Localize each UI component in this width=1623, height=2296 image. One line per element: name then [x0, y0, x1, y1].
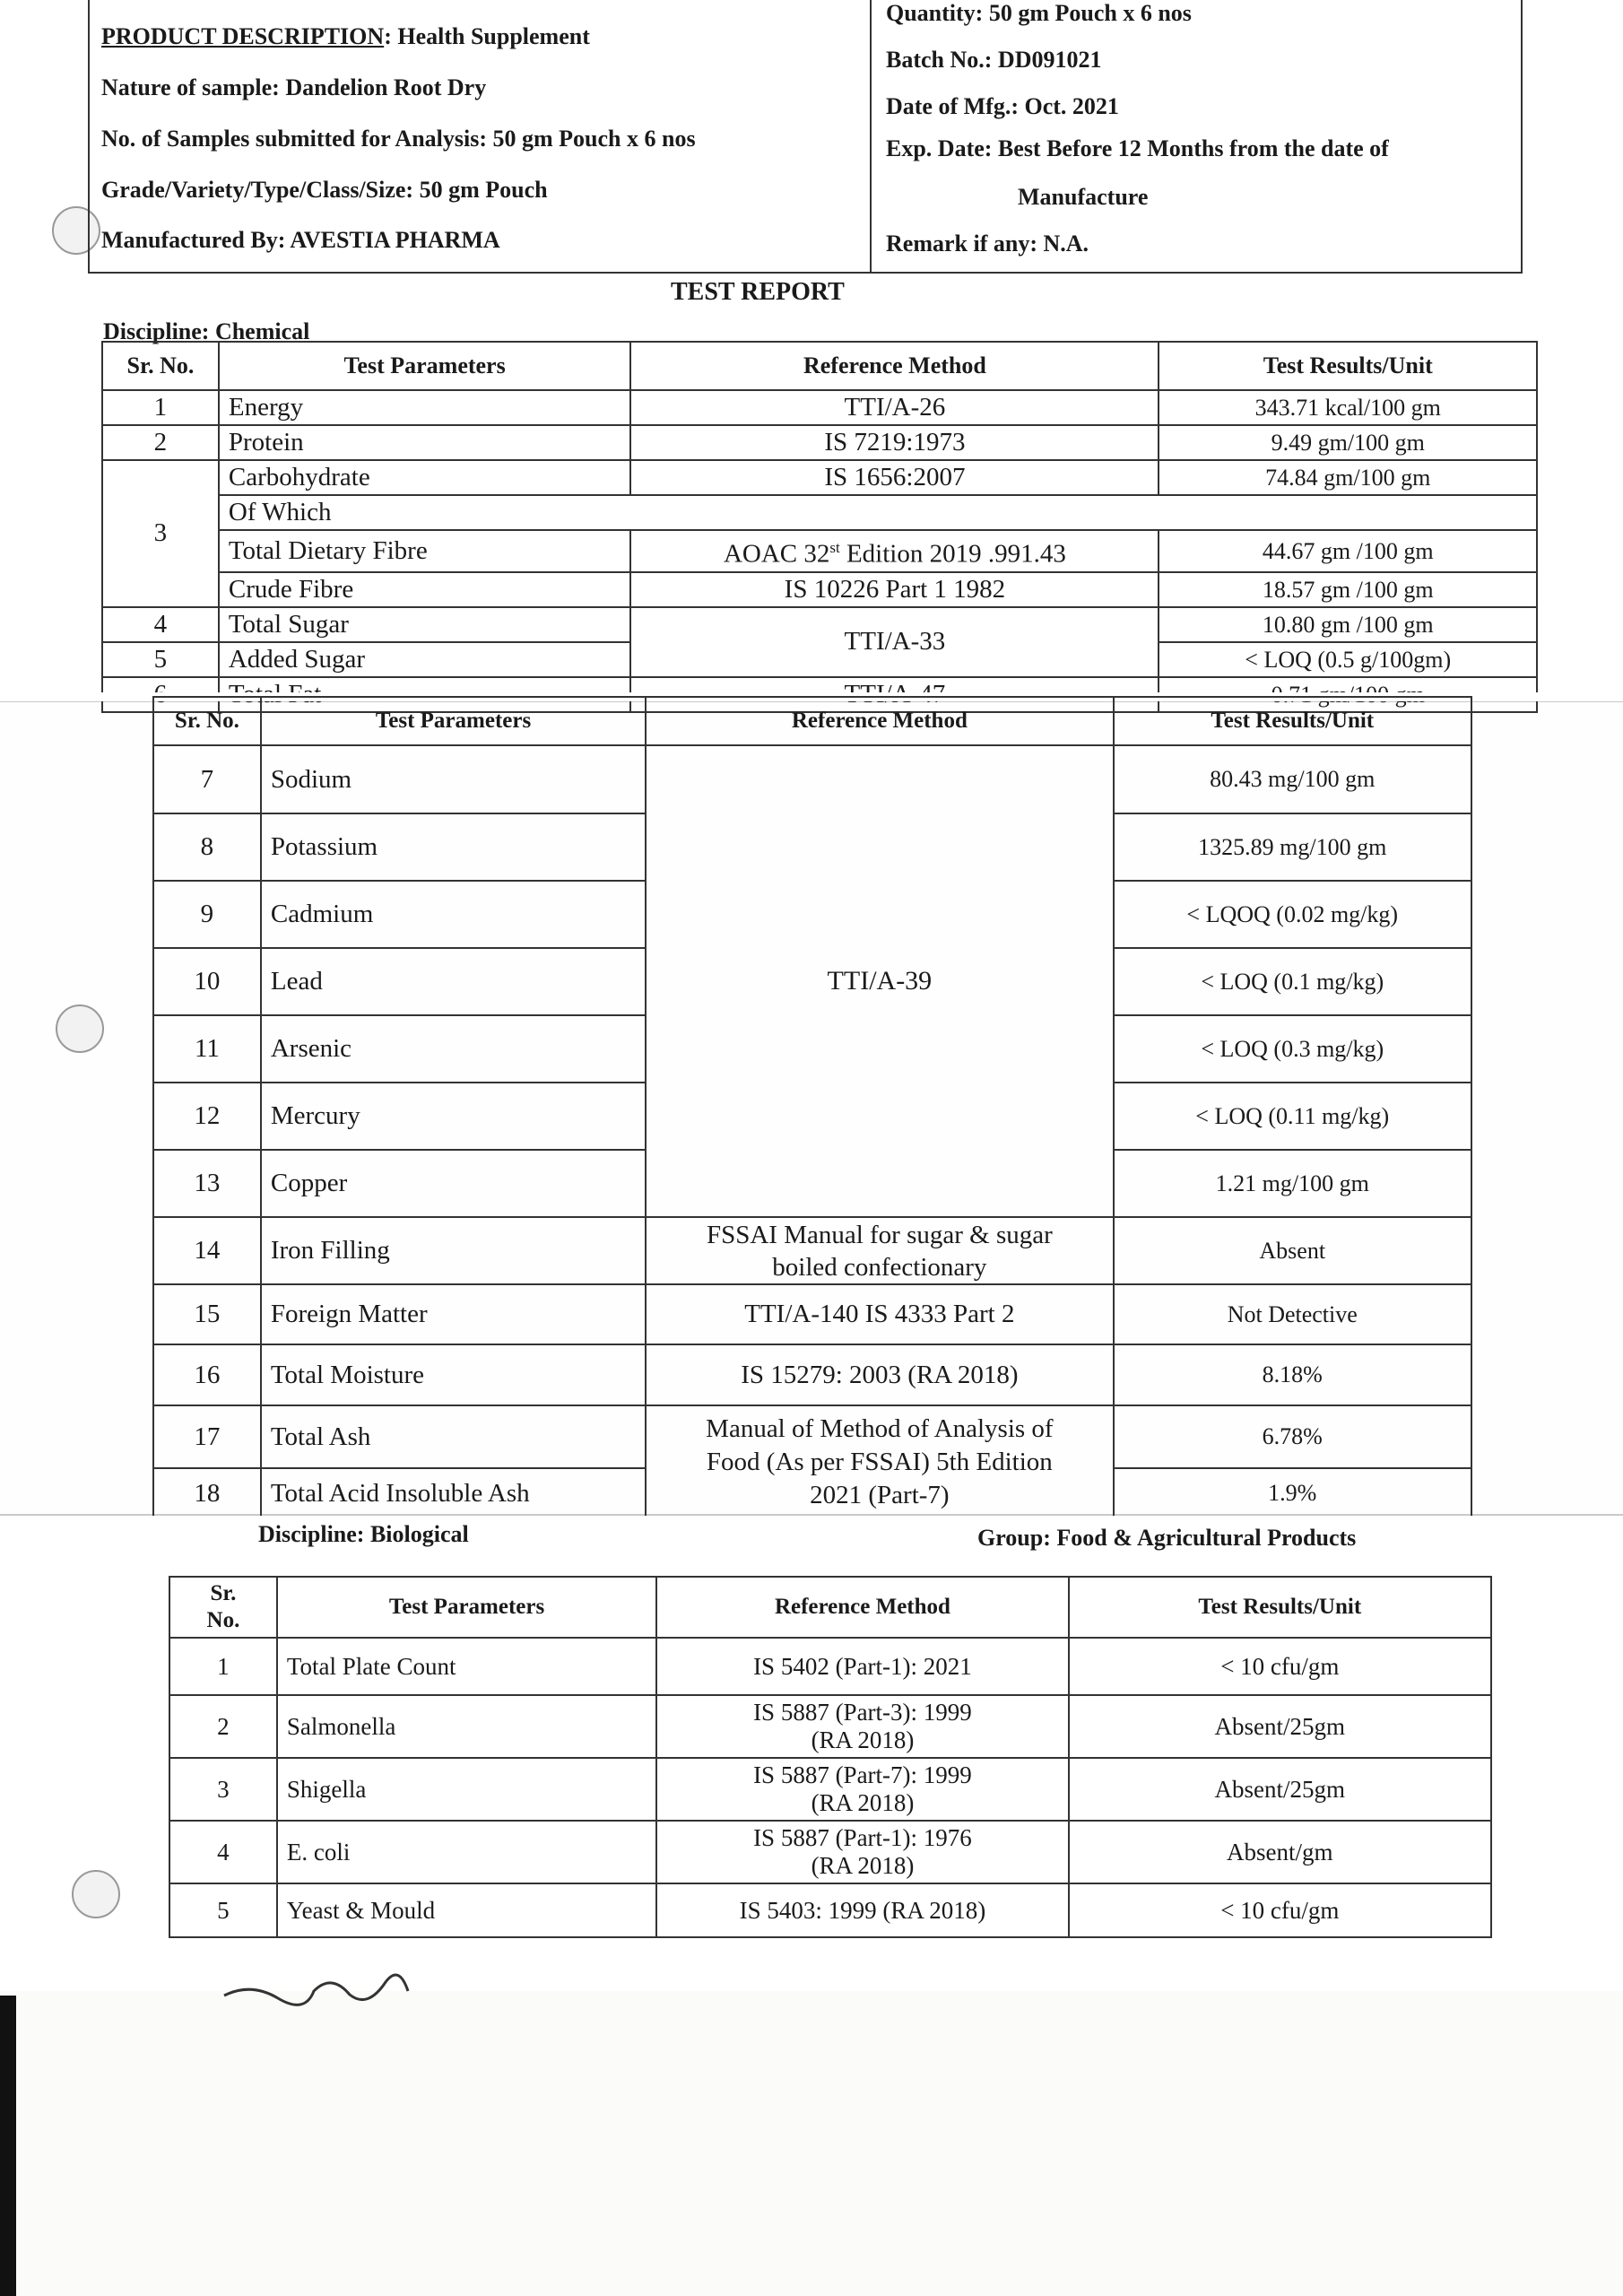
sheet-cut — [0, 1516, 1623, 1525]
date-of-mfg: Date of Mfg.: Oct. 2021 — [886, 93, 1119, 119]
scan-edge — [0, 1996, 16, 2296]
product-description: PRODUCT DESCRIPTION: Health Supplement — [101, 23, 590, 49]
table-row: 9 Cadmium < LQOQ (0.02 mg/kg) — [153, 881, 1471, 948]
table-row: 2 Protein IS 7219:1973 9.49 gm/100 gm — [102, 425, 1537, 460]
table-row: 8 Potassium 1325.89 mg/100 gm — [153, 813, 1471, 881]
table-row: 1 Total Plate Count IS 5402 (Part-1): 2021 < 10 cfu/gm — [169, 1638, 1491, 1695]
table-row: 17 Total Ash Manual of Method of Analysis of Food (As per FSSAI) 5th Edition 2021 (Part-7) 6.78% — [153, 1405, 1471, 1468]
table-row: 5 Added Sugar < LOQ (0.5 g/100gm) — [102, 642, 1537, 677]
table-row: 1 Energy TTI/A-26 343.71 kcal/100 gm — [102, 390, 1537, 425]
header-divider — [870, 0, 872, 274]
nature-of-sample: Nature of sample: Dandelion Root Dry — [101, 74, 487, 100]
batch-no: Batch No.: DD091021 — [886, 47, 1102, 73]
table-row: 13 Copper 1.21 mg/100 gm — [153, 1150, 1471, 1217]
shared-method-cell: TTI/A-39 — [646, 745, 1113, 1217]
exp-date: Exp. Date: Best Before 12 Months from the date of — [886, 135, 1389, 161]
table-row: 7 Sodium TTI/A-39 80.43 mg/100 gm — [153, 745, 1471, 813]
table-row: 4 E. coli IS 5887 (Part-1): 1976 (RA 2018) Absent/gm — [169, 1821, 1491, 1883]
table-row: Of Which — [102, 495, 1537, 530]
table-row: 2 Salmonella IS 5887 (Part-3): 1999 (RA 2018) Absent/25gm — [169, 1695, 1491, 1758]
table-row: Crude Fibre IS 10226 Part 1 1982 18.57 gm /100 gm — [102, 572, 1537, 607]
table-header-row — [102, 342, 1537, 390]
punch-hole — [56, 1004, 104, 1053]
minerals-table — [152, 696, 1472, 1519]
table-row: 18 Total Acid Insoluble Ash 1.9% — [153, 1468, 1471, 1518]
table-header-row: Sr. No. Test Parameters Reference Method Test Results/Unit — [169, 1577, 1491, 1638]
table-header-row: Sr. No. Test Parameters Reference Method Test Results/Unit — [153, 697, 1471, 745]
punch-hole — [72, 1870, 120, 1918]
report-title: TEST REPORT — [671, 278, 845, 306]
chemical-table — [101, 341, 1538, 713]
remark: Remark if any: N.A. — [886, 230, 1089, 257]
table-row: 3 Carbohydrate IS 1656:2007 74.84 gm/100 gm — [102, 460, 1537, 495]
manufactured-by: Manufactured By: AVESTIA PHARMA — [101, 227, 500, 253]
table-row: 5 Yeast & Mould IS 5403: 1999 (RA 2018) < 10 cfu/gm — [169, 1883, 1491, 1937]
col-sr-no: Sr. No. — [102, 342, 219, 390]
discipline-chemical: Discipline: Chemical — [103, 318, 310, 344]
col-test-results: Test Results/Unit — [1159, 342, 1537, 390]
table-row: 11 Arsenic < LOQ (0.3 mg/kg) — [153, 1015, 1471, 1083]
table-row: Total Dietary Fibre AOAC 32st Edition 2019 .991.43 44.67 gm /100 gm — [102, 530, 1537, 572]
signature-scribble — [215, 1955, 448, 2018]
samples-submitted: No. of Samples submitted for Analysis: 50 gm Pouch x 6 nos — [101, 126, 696, 152]
col-reference-method: Reference Method — [630, 342, 1159, 390]
biological-table — [169, 1576, 1492, 1938]
col-test-parameters: Test Parameters — [219, 342, 630, 390]
table-row: 10 Lead < LOQ (0.1 mg/kg) — [153, 948, 1471, 1015]
table-row: 4 Total Sugar TTI/A-33 10.80 gm /100 gm — [102, 607, 1537, 642]
table-row: 16 Total Moisture IS 15279: 2003 (RA 2018) 8.18% — [153, 1344, 1471, 1405]
group-label: Group: Food & Agricultural Products — [977, 1525, 1357, 1551]
quantity: Quantity: 50 gm Pouch x 6 nos — [886, 0, 1192, 26]
table-row: 14 Iron Filling FSSAI Manual for sugar & sugar boiled confectionary Absent — [153, 1217, 1471, 1284]
exp-date-cont: Manufacture — [1018, 184, 1149, 210]
table-row: 12 Mercury < LOQ (0.11 mg/kg) — [153, 1083, 1471, 1150]
grade-variety: Grade/Variety/Type/Class/Size: 50 gm Pouch — [101, 177, 548, 203]
discipline-biological: Discipline: Biological — [258, 1521, 469, 1547]
table-row: 15 Foreign Matter TTI/A-140 IS 4333 Part 2 Not Detective — [153, 1284, 1471, 1344]
table-row: 3 Shigella IS 5887 (Part-7): 1999 (RA 2018) Absent/25gm — [169, 1758, 1491, 1821]
